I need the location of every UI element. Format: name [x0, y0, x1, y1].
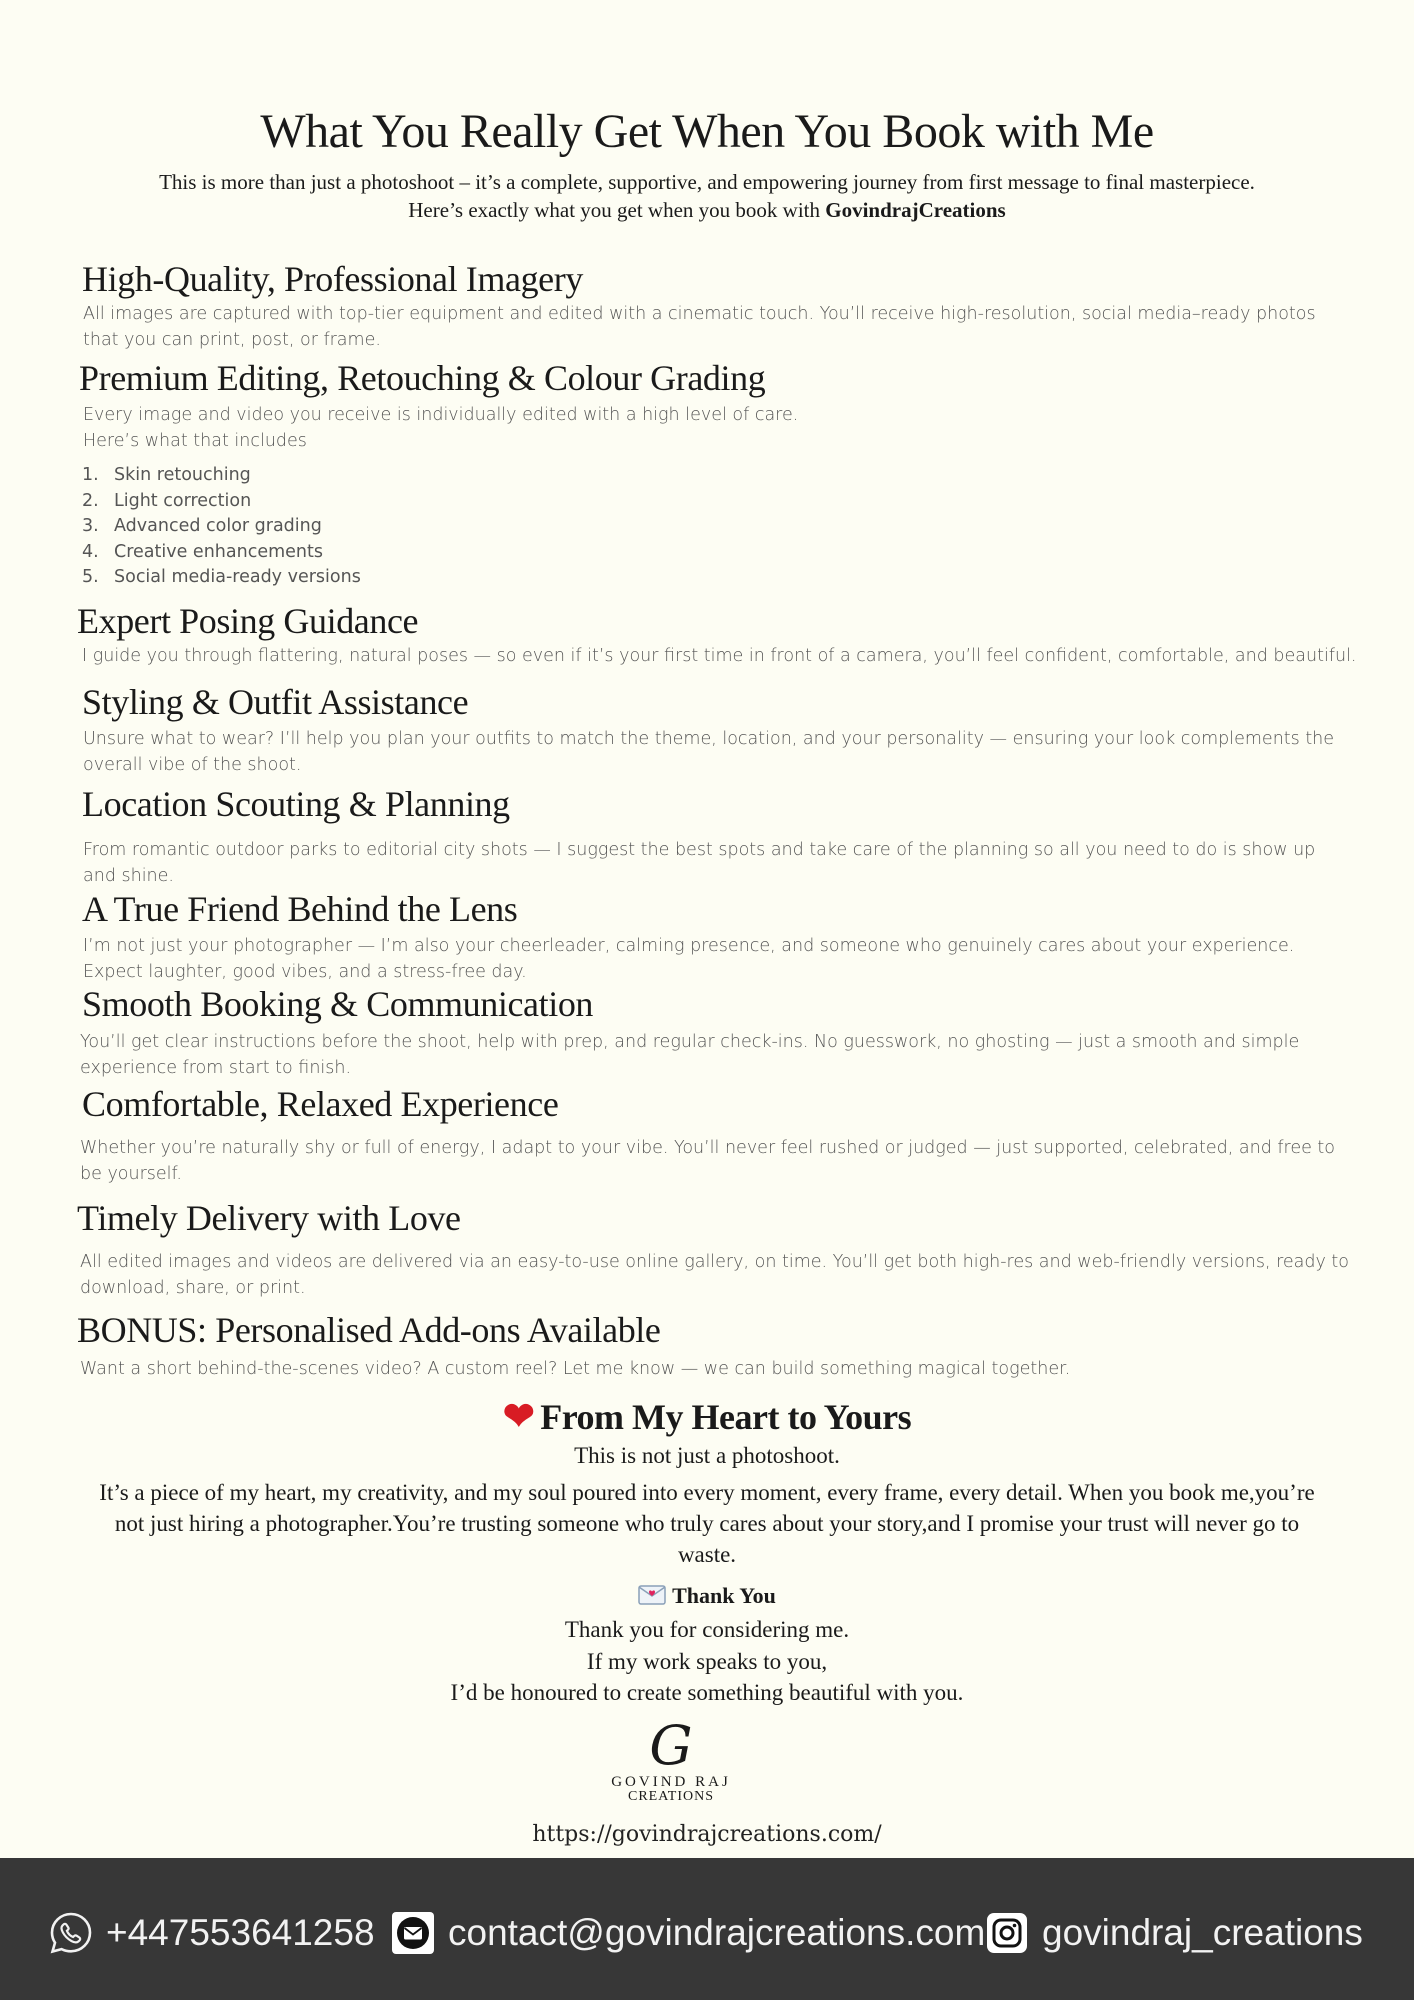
section-heading-location: Location Scouting & Planning	[82, 784, 510, 824]
heart-heading	[0, 1394, 1414, 1439]
heart-paragraph: It’s a piece of my heart, my creativity, and my soul poured into every moment, every frame, every detail. When you book me,you’re not just hiring a photographer.You’re trusting someone who truly cares about your story,and I promise your trust will never go to waste.	[99, 1480, 1315, 1567]
section-text-editing-2: Here’s what that includes	[83, 431, 307, 451]
section-text-bonus: Want a short behind-the-scenes video? A custom reel? Let me know — we can build something magical together.	[80, 1359, 1071, 1379]
section-text-editing: Every image and video you receive is individually edited with a high level of care.	[83, 405, 799, 425]
thanks-line-3: I’d be honoured to create something beautiful with you.	[450, 1680, 964, 1705]
section-text-imagery: All images are captured with top-tier equipment and edited with a cinematic touch. You’ll receive high-resolution, social media–ready photos that you can print, post, or frame.	[83, 304, 1316, 350]
thanks-heading-text: Thank You	[672, 1583, 776, 1608]
section-text-booking: You’ll get clear instructions before the shoot, help with prep, and regular check-ins. No guesswork, no ghosting — just a smooth and simple experience from start to finish.	[80, 1032, 1300, 1078]
footer-phone[interactable]	[48, 1910, 375, 1956]
section-heading-posing: Expert Posing Guidance	[77, 601, 419, 641]
heart-line-1: This is not just a photoshoot.	[574, 1443, 840, 1468]
section-heading-styling: Styling & Outfit Assistance	[82, 682, 469, 722]
section-heading-editing: Premium Editing, Retouching & Colour Grading	[79, 358, 766, 398]
list-item-number: 3.	[82, 516, 99, 536]
footer-email-text: contact@govindrajcreations.com	[448, 1912, 986, 1953]
list-item	[82, 514, 361, 540]
whatsapp-icon	[48, 1910, 94, 1956]
list-item-number: 1.	[82, 465, 99, 485]
logo-line-2: CREATIONS	[627, 1789, 714, 1804]
heart-heading-text: From My Heart to Yours	[540, 1397, 912, 1437]
list-item-number: 5.	[82, 567, 99, 587]
section-heading-booking: Smooth Booking & Communication	[82, 984, 594, 1024]
list-item-label: Skin retouching	[114, 465, 251, 485]
mail-icon	[390, 1910, 436, 1956]
brand-logo	[610, 1714, 732, 1808]
envelope-icon	[638, 1585, 666, 1605]
list-item	[82, 565, 361, 591]
list-item-label: Social media-ready versions	[114, 567, 361, 587]
website-link[interactable]: https://govindrajcreations.com/	[532, 1822, 882, 1847]
footer-instagram[interactable]	[984, 1910, 1363, 1956]
intro-line-2-prefix: Here’s exactly what you get when you book with	[408, 198, 826, 222]
section-text-location: From romantic outdoor parks to editorial city shots — I suggest the best spots and take care of the planning so all you need to do is show up and shine.	[83, 840, 1316, 886]
section-heading-imagery: High-Quality, Professional Imagery	[82, 259, 583, 299]
list-item	[82, 463, 361, 489]
footer-phone-text: +447553641258	[106, 1912, 375, 1953]
section-text-posing: I guide you through flattering, natural poses — so even if it’s your first time in front of a camera, you’ll feel confident, comfortable, and beautiful.	[82, 646, 1357, 666]
section-heading-friend: A True Friend Behind the Lens	[82, 889, 518, 929]
footer-instagram-text: govindraj_creations	[1042, 1912, 1363, 1953]
logo-letter: G	[649, 1714, 693, 1777]
list-item-number: 2.	[82, 490, 99, 511]
list-item-label: Light correction	[114, 490, 252, 511]
section-text-styling: Unsure what to wear? I’ll help you plan your outfits to match the theme, location, and your personality — ensuring your look complements the overall vibe of the shoot.	[83, 729, 1335, 775]
intro-line-2	[0, 196, 1414, 224]
section-heading-bonus: BONUS: Personalised Add-ons Available	[77, 1310, 661, 1350]
intro-brand: GovindrajCreations	[825, 198, 1006, 222]
thanks-heading	[0, 1583, 1414, 1609]
list-item-number: 4.	[82, 541, 99, 562]
list-item	[82, 540, 361, 566]
footer-email[interactable]	[390, 1910, 985, 1956]
intro	[0, 168, 1414, 224]
page-title: What You Really Get When You Book with Me	[260, 105, 1154, 158]
list-item-label: Creative enhancements	[114, 541, 323, 562]
section-text-friend: I’m not just your photographer — I’m also your cheerleader, calming presence, and someone who genuinely cares about your experience. Expect laughter, good vibes, and a stress-free day.	[83, 936, 1295, 982]
heart-icon: ❤	[502, 1396, 535, 1438]
footer	[0, 1858, 1414, 2000]
intro-line-1: This is more than just a photoshoot – it’s a complete, supportive, and empowering journey from first message to final masterpiece.	[159, 170, 1255, 194]
section-heading-delivery: Timely Delivery with Love	[77, 1198, 461, 1238]
logo-line-1: GOVIND RAJ	[611, 1774, 731, 1790]
section-text-delivery: All edited images and videos are delivered via an easy-to-use online gallery, on time. You’ll get both high-res and web-friendly versions, ready to download, share, or print.	[80, 1252, 1349, 1298]
list-item-label: Advanced color grading	[114, 516, 322, 536]
thanks-line-2: If my work speaks to you,	[586, 1649, 828, 1674]
thanks-line-1: Thank you for considering me.	[564, 1617, 850, 1642]
instagram-icon	[984, 1910, 1030, 1956]
editing-list	[82, 463, 361, 591]
section-heading-comfortable: Comfortable, Relaxed Experience	[82, 1084, 559, 1124]
list-item	[82, 489, 361, 515]
section-text-comfortable: Whether you’re naturally shy or full of energy, I adapt to your vibe. You’ll never feel rushed or judged — just supported, celebrated, and free to be yourself.	[80, 1138, 1336, 1184]
